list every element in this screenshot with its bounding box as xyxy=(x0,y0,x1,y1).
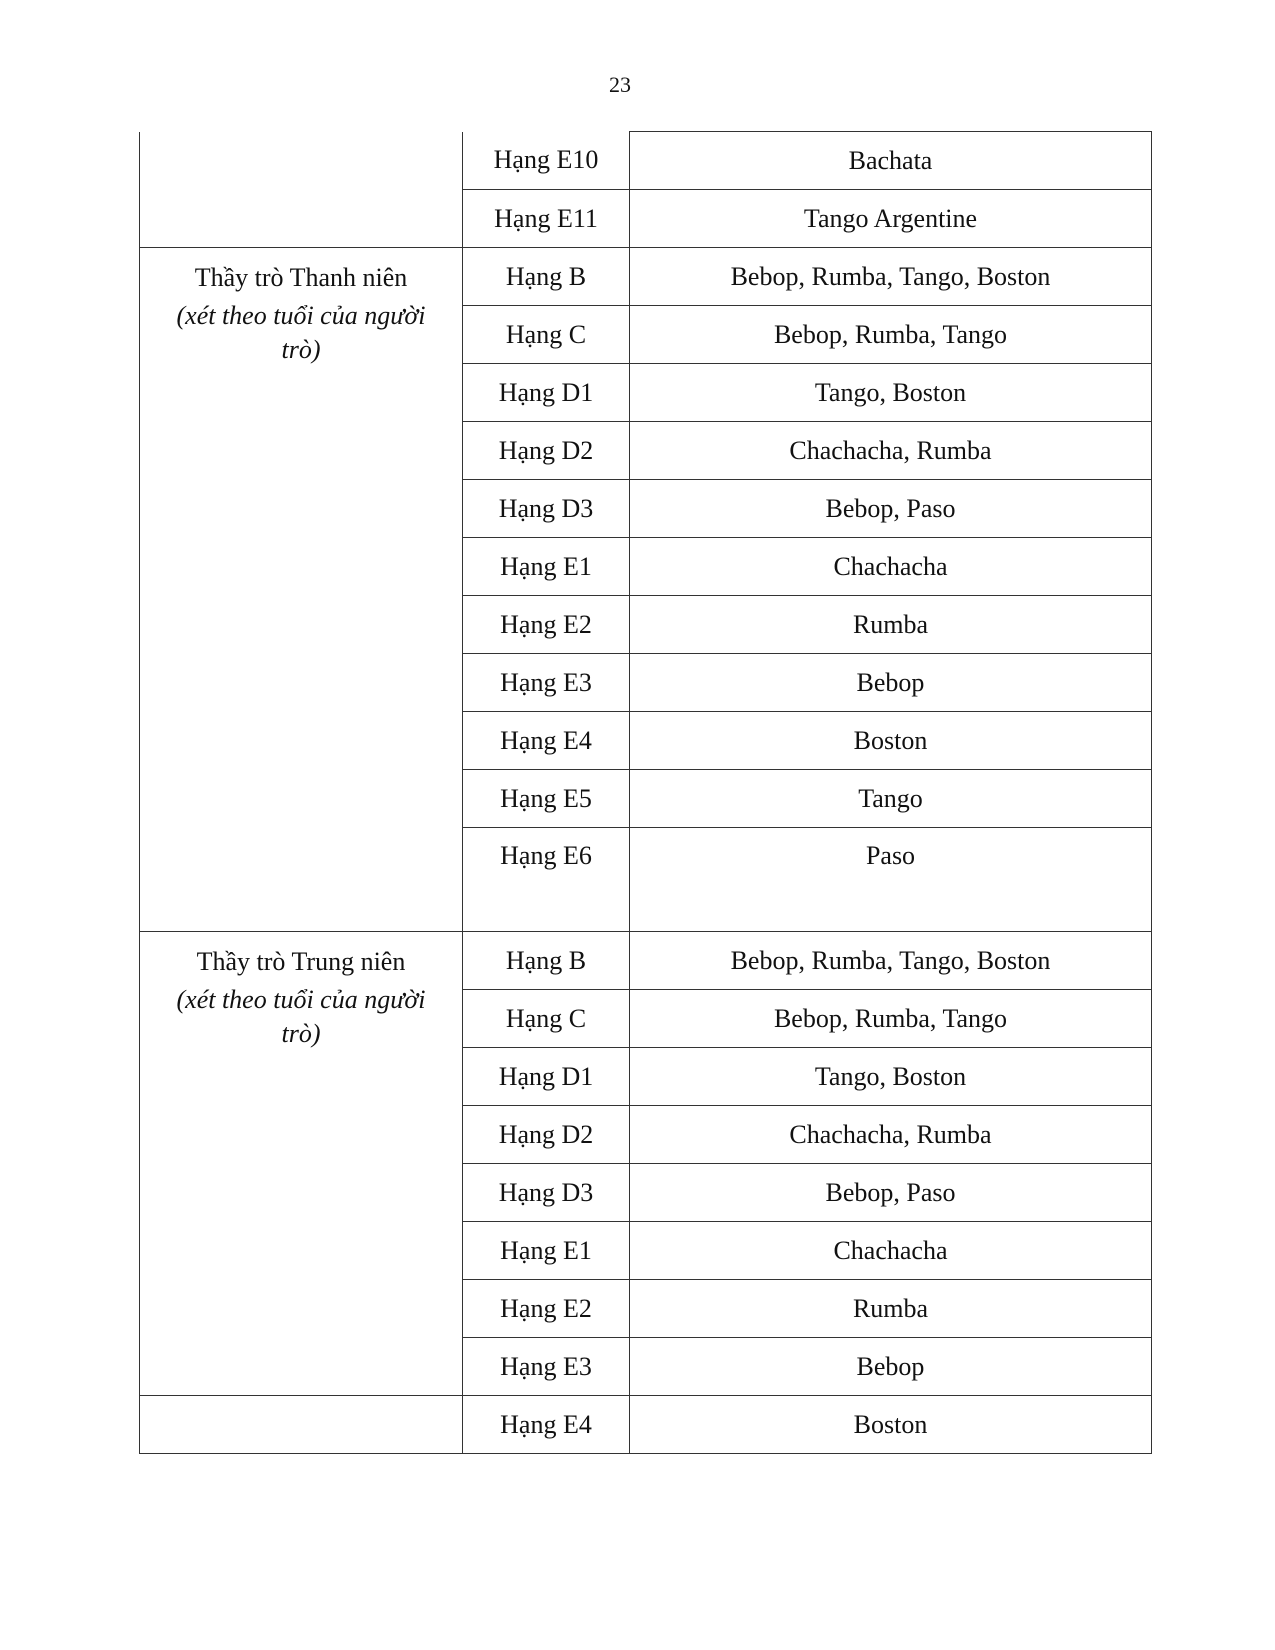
rank-cell: Hạng C xyxy=(463,306,630,364)
dances-cell: Boston xyxy=(630,1396,1152,1454)
rank-cell: Hạng D3 xyxy=(463,480,630,538)
category-title: Thầy trò Trung niên xyxy=(196,947,406,976)
rank-cell: Hạng D1 xyxy=(463,1048,630,1106)
category-cell xyxy=(140,932,463,1396)
table-row xyxy=(140,248,1152,306)
rank-cell: Hạng E3 xyxy=(463,1338,630,1396)
dances-cell: Rumba xyxy=(630,1280,1152,1338)
dances-cell: Chachacha xyxy=(630,1222,1152,1280)
category-cell-empty xyxy=(140,132,463,248)
dances-cell: Bebop, Paso xyxy=(630,1164,1152,1222)
rank-cell: Hạng E6 xyxy=(463,828,630,932)
dances-cell: Tango, Boston xyxy=(630,1048,1152,1106)
table-row xyxy=(140,1396,1152,1454)
rank-cell: Hạng D1 xyxy=(463,364,630,422)
rank-cell: Hạng E10 xyxy=(463,132,630,190)
rank-cell: Hạng D2 xyxy=(463,422,630,480)
dances-cell: Bebop xyxy=(630,654,1152,712)
category-note: (xét theo tuổi của người trò) xyxy=(176,984,426,1048)
dances-cell: Rumba xyxy=(630,596,1152,654)
category-cell xyxy=(140,248,463,932)
category-note: (xét theo tuổi của người trò) xyxy=(176,300,426,364)
rank-cell: Hạng D3 xyxy=(463,1164,630,1222)
dances-cell: Chachacha, Rumba xyxy=(630,1106,1152,1164)
dances-cell: Bebop, Rumba, Tango xyxy=(630,306,1152,364)
rank-cell: Hạng E2 xyxy=(463,596,630,654)
rank-cell: Hạng E2 xyxy=(463,1280,630,1338)
dances-cell: Tango Argentine xyxy=(630,190,1152,248)
rank-cell: Hạng E4 xyxy=(463,712,630,770)
rank-cell: Hạng B xyxy=(463,248,630,306)
rank-cell: Hạng B xyxy=(463,932,630,990)
dances-cell: Chachacha, Rumba xyxy=(630,422,1152,480)
dances-cell: Paso xyxy=(630,828,1152,932)
dances-cell: Bebop, Rumba, Tango, Boston xyxy=(630,932,1152,990)
table-row xyxy=(140,932,1152,990)
rank-cell: Hạng E1 xyxy=(463,1222,630,1280)
dances-cell: Tango, Boston xyxy=(630,364,1152,422)
rank-cell: Hạng E11 xyxy=(463,190,630,248)
competition-schedule-table xyxy=(139,131,1152,1454)
page-number: 23 xyxy=(609,72,631,97)
dances-cell: Tango xyxy=(630,770,1152,828)
rank-cell: Hạng C xyxy=(463,990,630,1048)
dances-cell: Bebop, Rumba, Tango xyxy=(630,990,1152,1048)
dances-cell: Chachacha xyxy=(630,538,1152,596)
dances-cell: Bachata xyxy=(630,132,1152,190)
dances-cell: Bebop, Rumba, Tango, Boston xyxy=(630,248,1152,306)
rank-cell: Hạng E5 xyxy=(463,770,630,828)
dances-cell: Bebop xyxy=(630,1338,1152,1396)
rank-cell: Hạng E3 xyxy=(463,654,630,712)
rank-cell: Hạng E4 xyxy=(463,1396,630,1454)
category-title: Thầy trò Thanh niên xyxy=(194,263,408,292)
rank-cell: Hạng D2 xyxy=(463,1106,630,1164)
category-cell-empty xyxy=(140,1396,463,1454)
dances-cell: Boston xyxy=(630,712,1152,770)
rank-cell: Hạng E1 xyxy=(463,538,630,596)
table-row xyxy=(140,132,1152,190)
dances-cell: Bebop, Paso xyxy=(630,480,1152,538)
